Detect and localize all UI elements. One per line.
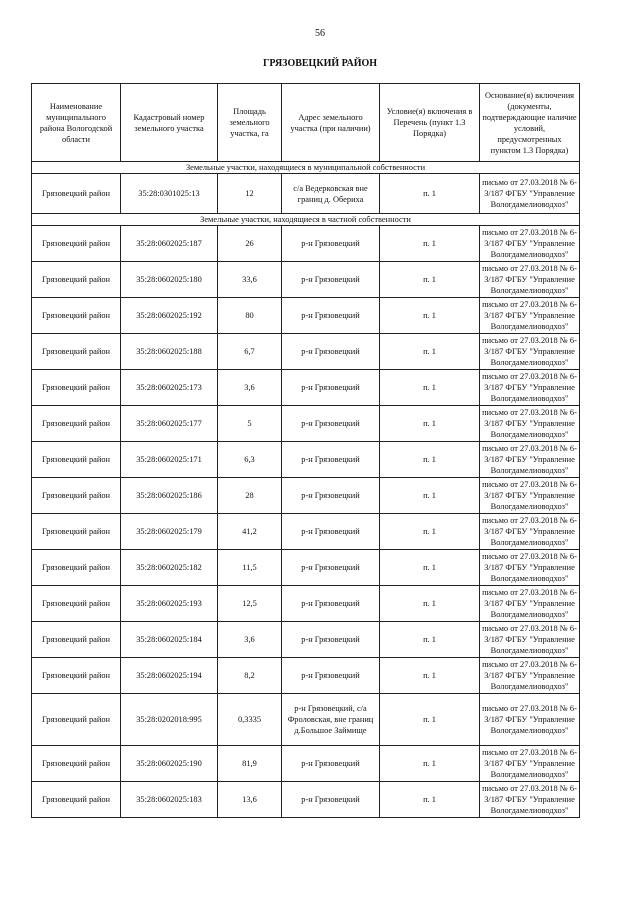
- cell-basis: письмо от 27.03.2018 № 6-3/187 ФГБУ "Управление Вологдамелиоводхоз": [480, 550, 580, 586]
- cell-area: 3,6: [218, 370, 282, 406]
- section-row-private: [32, 214, 580, 226]
- cell-basis: письмо от 27.03.2018 № 6-3/187 ФГБУ "Управление Вологдамелиоводхоз": [480, 174, 580, 214]
- cell-basis: письмо от 27.03.2018 № 6-3/187 ФГБУ "Управление Вологдамелиоводхоз": [480, 622, 580, 658]
- cell-cadastral-number: 35:28:0602025:179: [121, 514, 218, 550]
- cell-cadastral-number: 35:28:0602025:183: [121, 782, 218, 818]
- cell-district: Грязовецкий район: [32, 694, 121, 746]
- cell-area: 13,6: [218, 782, 282, 818]
- cell-district: Грязовецкий район: [32, 226, 121, 262]
- cell-basis: письмо от 27.03.2018 № 6-3/187 ФГБУ "Управление Вологдамелиоводхоз": [480, 406, 580, 442]
- cell-area: 12,5: [218, 586, 282, 622]
- cell-area: 6,7: [218, 334, 282, 370]
- table-row: [32, 514, 580, 550]
- cell-basis: письмо от 27.03.2018 № 6-3/187 ФГБУ "Управление Вологдамелиоводхоз": [480, 370, 580, 406]
- cell-condition: п. 1: [380, 694, 480, 746]
- cell-basis: письмо от 27.03.2018 № 6-3/187 ФГБУ "Управление Вологдамелиоводхоз": [480, 658, 580, 694]
- cell-cadastral-number: 35:28:0602025:184: [121, 622, 218, 658]
- cell-address: р-н Грязовецкий: [282, 442, 380, 478]
- cell-basis: письмо от 27.03.2018 № 6-3/187 ФГБУ "Управление Вологдамелиоводхоз": [480, 746, 580, 782]
- cell-condition: п. 1: [380, 334, 480, 370]
- cell-area: 41,2: [218, 514, 282, 550]
- cell-address: р-н Грязовецкий: [282, 514, 380, 550]
- cell-area: 0,3335: [218, 694, 282, 746]
- cell-address: р-н Грязовецкий: [282, 478, 380, 514]
- cell-condition: п. 1: [380, 174, 480, 214]
- cell-basis: письмо от 27.03.2018 № 6-3/187 ФГБУ "Управление Вологдамелиоводхоз": [480, 586, 580, 622]
- table-row: [32, 586, 580, 622]
- cell-basis: письмо от 27.03.2018 № 6-3/187 ФГБУ "Управление Вологдамелиоводхоз": [480, 782, 580, 818]
- cell-area: 11,5: [218, 550, 282, 586]
- cell-cadastral-number: 35:28:0602025:180: [121, 262, 218, 298]
- cell-basis: письмо от 27.03.2018 № 6-3/187 ФГБУ "Управление Вологдамелиоводхоз": [480, 334, 580, 370]
- cell-address: р-н Грязовецкий: [282, 334, 380, 370]
- cell-condition: п. 1: [380, 746, 480, 782]
- table-row: [32, 370, 580, 406]
- table-row: [32, 622, 580, 658]
- cell-address: р-н Грязовецкий: [282, 782, 380, 818]
- cell-address: р-н Грязовецкий: [282, 746, 380, 782]
- cell-basis: письмо от 27.03.2018 № 6-3/187 ФГБУ "Управление Вологдамелиоводхоз": [480, 514, 580, 550]
- cell-cadastral-number: 35:28:0602025:194: [121, 658, 218, 694]
- section-row-municipal: [32, 162, 580, 174]
- cell-district: Грязовецкий район: [32, 622, 121, 658]
- header-district: Наименование муниципального района Вологодской области: [32, 84, 121, 162]
- table-row: [32, 746, 580, 782]
- cell-basis: письмо от 27.03.2018 № 6-3/187 ФГБУ "Управление Вологдамелиоводхоз": [480, 442, 580, 478]
- cell-cadastral-number: 35:28:0602025:182: [121, 550, 218, 586]
- cell-address: р-н Грязовецкий, с/а Фроловская, вне границ д.Большое Займище: [282, 694, 380, 746]
- header-cadastral-number: Кадастровый номер земельного участка: [121, 84, 218, 162]
- cell-district: Грязовецкий район: [32, 514, 121, 550]
- cell-address: р-н Грязовецкий: [282, 550, 380, 586]
- cell-address: р-н Грязовецкий: [282, 298, 380, 334]
- cell-condition: п. 1: [380, 658, 480, 694]
- cell-cadastral-number: 35:28:0602025:188: [121, 334, 218, 370]
- cell-district: Грязовецкий район: [32, 746, 121, 782]
- cell-cadastral-number: 35:28:0202018:995: [121, 694, 218, 746]
- cell-cadastral-number: 35:28:0602025:186: [121, 478, 218, 514]
- table-row: [32, 694, 580, 746]
- cell-basis: письмо от 27.03.2018 № 6-3/187 ФГБУ "Управление Вологдамелиоводхоз": [480, 298, 580, 334]
- cell-area: 80: [218, 298, 282, 334]
- cell-district: Грязовецкий район: [32, 478, 121, 514]
- cell-address: р-н Грязовецкий: [282, 658, 380, 694]
- cell-district: Грязовецкий район: [32, 370, 121, 406]
- cell-condition: п. 1: [380, 298, 480, 334]
- cell-district: Грязовецкий район: [32, 334, 121, 370]
- cell-condition: п. 1: [380, 370, 480, 406]
- cell-area: 8,2: [218, 658, 282, 694]
- table-row: [32, 262, 580, 298]
- cell-cadastral-number: 35:28:0602025:192: [121, 298, 218, 334]
- cell-district: Грязовецкий район: [32, 586, 121, 622]
- cell-address: р-н Грязовецкий: [282, 622, 380, 658]
- cell-address: р-н Грязовецкий: [282, 586, 380, 622]
- land-plots-table: [31, 83, 580, 818]
- table-row: [32, 334, 580, 370]
- cell-district: Грязовецкий район: [32, 782, 121, 818]
- section-title: Земельные участки, находящиеся в частной собственности: [32, 214, 580, 226]
- table-row: [32, 226, 580, 262]
- cell-cadastral-number: 35:28:0602025:171: [121, 442, 218, 478]
- cell-district: Грязовецкий район: [32, 174, 121, 214]
- table-row: [32, 550, 580, 586]
- cell-condition: п. 1: [380, 478, 480, 514]
- cell-address: р-н Грязовецкий: [282, 370, 380, 406]
- cell-address: р-н Грязовецкий: [282, 406, 380, 442]
- cell-condition: п. 1: [380, 442, 480, 478]
- table-row: [32, 442, 580, 478]
- cell-area: 5: [218, 406, 282, 442]
- cell-cadastral-number: 35:28:0301025:13: [121, 174, 218, 214]
- table-row: [32, 406, 580, 442]
- cell-condition: п. 1: [380, 550, 480, 586]
- cell-cadastral-number: 35:28:0602025:173: [121, 370, 218, 406]
- cell-district: Грязовецкий район: [32, 658, 121, 694]
- cell-condition: п. 1: [380, 406, 480, 442]
- cell-basis: письмо от 27.03.2018 № 6-3/187 ФГБУ "Управление Вологдамелиоводхоз": [480, 226, 580, 262]
- cell-district: Грязовецкий район: [32, 262, 121, 298]
- table-row: [32, 174, 580, 214]
- cell-condition: п. 1: [380, 226, 480, 262]
- cell-area: 26: [218, 226, 282, 262]
- page-number: 56: [315, 28, 325, 39]
- header-address: Адрес земельного участка (при наличии): [282, 84, 380, 162]
- cell-basis: письмо от 27.03.2018 № 6-3/187 ФГБУ "Управление Вологдамелиоводхоз": [480, 694, 580, 746]
- cell-district: Грязовецкий район: [32, 442, 121, 478]
- cell-area: 12: [218, 174, 282, 214]
- cell-address: с/а Ведерковская вне границ д. Обериха: [282, 174, 380, 214]
- section-title: Земельные участки, находящиеся в муниципальной собственности: [32, 162, 580, 174]
- cell-cadastral-number: 35:28:0602025:177: [121, 406, 218, 442]
- table-row: [32, 478, 580, 514]
- cell-area: 33,6: [218, 262, 282, 298]
- table-row: [32, 298, 580, 334]
- cell-area: 3,6: [218, 622, 282, 658]
- cell-condition: п. 1: [380, 586, 480, 622]
- cell-district: Грязовецкий район: [32, 406, 121, 442]
- cell-cadastral-number: 35:28:0602025:190: [121, 746, 218, 782]
- cell-address: р-н Грязовецкий: [282, 262, 380, 298]
- page-title: ГРЯЗОВЕЦКИЙ РАЙОН: [262, 58, 378, 69]
- cell-area: 81,9: [218, 746, 282, 782]
- cell-district: Грязовецкий район: [32, 298, 121, 334]
- header-basis: Основание(я) включения (документы, подтверждающие наличие условий, предусмотренных пунктом 1.3 Порядка): [480, 84, 580, 162]
- cell-condition: п. 1: [380, 782, 480, 818]
- cell-condition: п. 1: [380, 262, 480, 298]
- cell-basis: письмо от 27.03.2018 № 6-3/187 ФГБУ "Управление Вологдамелиоводхоз": [480, 262, 580, 298]
- table-row: [32, 658, 580, 694]
- cell-cadastral-number: 35:28:0602025:187: [121, 226, 218, 262]
- header-condition: Условие(я) включения в Перечень (пункт 1.3 Порядка): [380, 84, 480, 162]
- cell-area: 28: [218, 478, 282, 514]
- cell-basis: письмо от 27.03.2018 № 6-3/187 ФГБУ "Управление Вологдамелиоводхоз": [480, 478, 580, 514]
- table-header-row: [32, 84, 580, 162]
- cell-condition: п. 1: [380, 622, 480, 658]
- cell-cadastral-number: 35:28:0602025:193: [121, 586, 218, 622]
- header-area: Площадь земельного участка, га: [218, 84, 282, 162]
- cell-district: Грязовецкий район: [32, 550, 121, 586]
- cell-address: р-н Грязовецкий: [282, 226, 380, 262]
- table-row: [32, 782, 580, 818]
- cell-condition: п. 1: [380, 514, 480, 550]
- cell-area: 6,3: [218, 442, 282, 478]
